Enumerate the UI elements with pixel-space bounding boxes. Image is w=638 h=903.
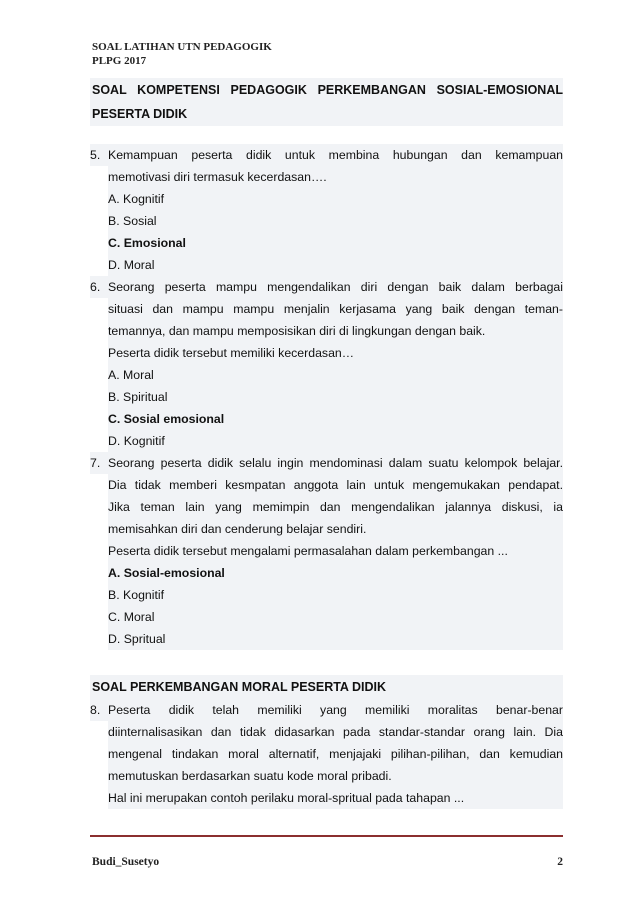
section-title-line-2: PESERTA DIDIK (92, 107, 188, 121)
question-number: 7. (90, 456, 101, 470)
page-footer (92, 856, 563, 868)
question-text: Seorang peserta mampu mengendalikan diri dengan baik dalam berbagai (108, 280, 563, 294)
option-c-answer: C. Emosional (108, 232, 563, 254)
option-a-answer: A. Sosial-emosional (108, 562, 563, 584)
option-a: A. Moral (108, 364, 563, 386)
question-8 (90, 699, 563, 721)
page-header (92, 40, 272, 68)
question-text: mengenal tindakan moral alternatif, menjajaki pilihan-pilihan, dan kemudian (108, 743, 563, 765)
question-6 (90, 276, 563, 298)
question-number: 8. (90, 703, 101, 717)
section-title-line: SOAL PERKEMBANGAN MORAL PESERTA DIDIK (92, 680, 387, 694)
option-c-answer: C. Sosial emosional (108, 408, 563, 430)
question-number: 6. (90, 280, 101, 294)
question-prompt: Hal ini merupakan contoh perilaku moral-spritual pada tahapan ... (108, 787, 563, 809)
option-a: A. Kognitif (108, 188, 563, 210)
question-5 (90, 144, 563, 166)
option-b: B. Kognitif (108, 584, 563, 606)
question-text: Dia tidak memberi kesmpatan anggota lain untuk mengemukakan pendapat. (108, 474, 563, 496)
question-prompt: Peserta didik tersebut mengalami permasalahan dalam perkembangan ... (108, 540, 563, 562)
question-text: diinternalisasikan dan tidak didasarkan pada standar-standar orang lain. Dia (108, 721, 563, 743)
section-title-moral (90, 675, 563, 699)
question-prompt: Peserta didik tersebut memiliki kecerdasan… (108, 342, 563, 364)
question-number: 5. (90, 148, 101, 162)
question-7 (90, 452, 563, 474)
footer-divider (90, 835, 563, 837)
question-text: Peserta didik telah memiliki yang memiliki moralitas benar-benar (108, 703, 563, 717)
option-d: D. Kognitif (108, 430, 563, 452)
question-text: memotivasi diri termasuk kecerdasan…. (108, 166, 563, 188)
question-text: Kemampuan peserta didik untuk membina hubungan dan kemampuan (108, 148, 563, 162)
header-line-1: SOAL LATIHAN UTN PEDAGOGIK (92, 41, 272, 53)
option-b: B. Sosial (108, 210, 563, 232)
question-text: situasi dan mampu mampu menjalin kerjasama yang baik dengan teman- (108, 298, 563, 320)
question-text: memisahkan diri dan cenderung belajar sendiri. (108, 518, 563, 540)
section-title-line-1: SOAL KOMPETENSI PEDAGOGIK PERKEMBANGAN SOSIAL-EMOSIONAL (92, 83, 563, 97)
question-text: memutuskan berdasarkan suatu kode moral pribadi. (108, 765, 563, 787)
footer-author: Budi_Susetyo (92, 856, 160, 868)
question-text: temannya, dan mampu memposisikan diri di lingkungan dengan baik. (108, 320, 563, 342)
question-text: Seorang peserta didik selalu ingin mendominasi dalam suatu kelompok belajar. (108, 456, 563, 470)
page-number: 2 (557, 856, 563, 868)
question-text: Jika teman lain yang memimpin dan mengendalikan jalannya diskusi, ia (108, 496, 563, 518)
section-title-sosial-emosional (90, 78, 563, 126)
option-c: C. Moral (108, 606, 563, 628)
option-d: D. Moral (108, 254, 563, 276)
header-line-2: PLPG 2017 (92, 55, 147, 67)
option-d: D. Spritual (108, 628, 563, 650)
option-b: B. Spiritual (108, 386, 563, 408)
